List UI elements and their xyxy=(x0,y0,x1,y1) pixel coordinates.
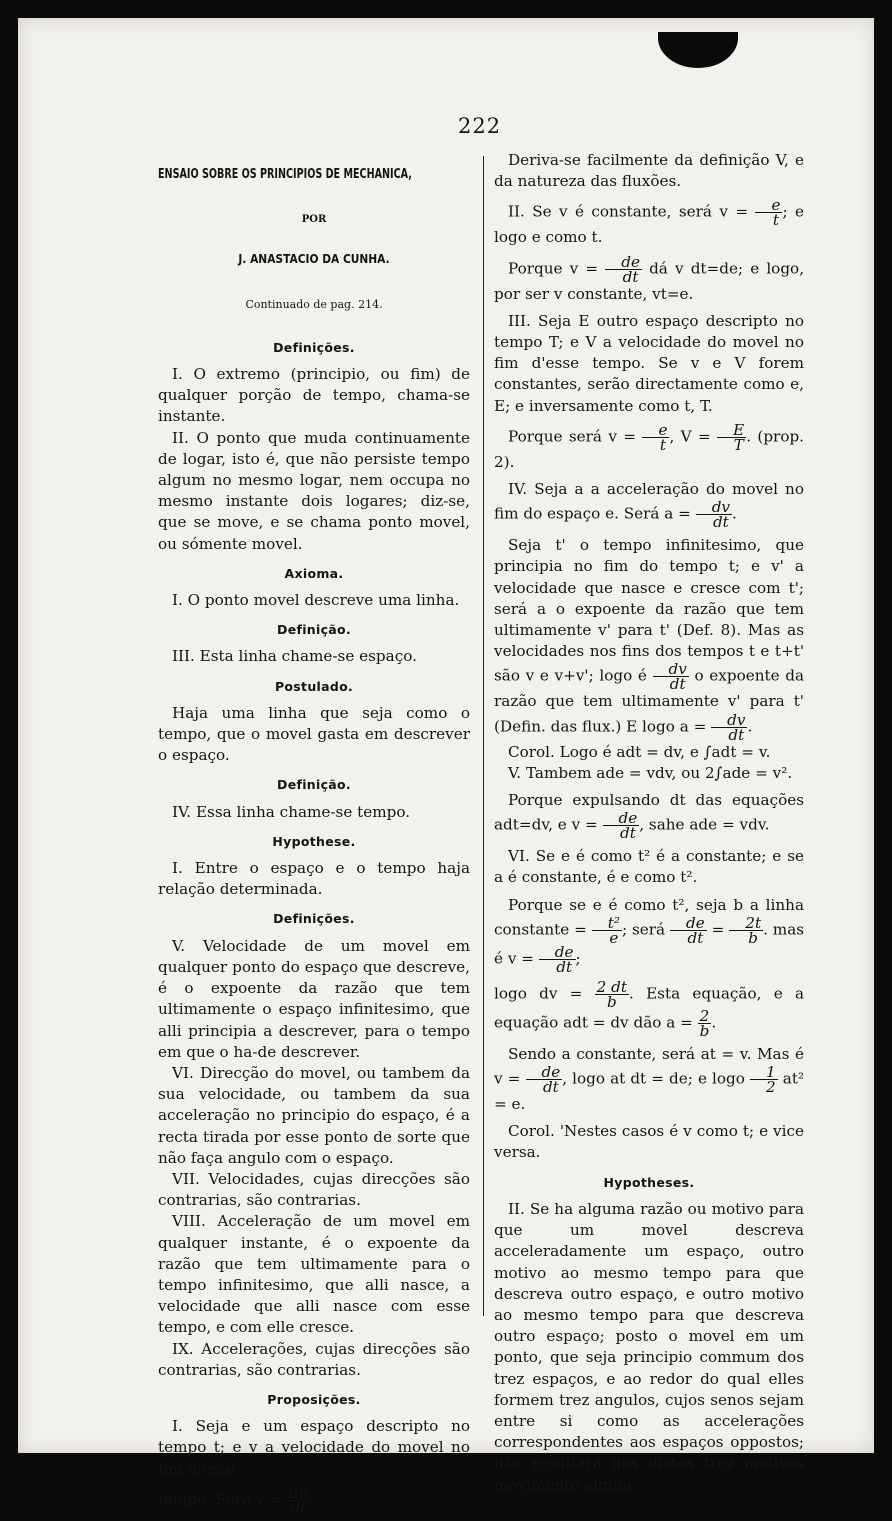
numerator: 2 dt xyxy=(596,977,627,996)
formula-text: . (prop. 2). xyxy=(494,427,805,471)
heading-definicao: Definição. xyxy=(277,622,351,638)
formula-line: IV. Seja a a acceleração do movel no fim do espaço e. Será a = $\frac{dv}{dt}$ . xyxy=(494,480,804,532)
paragraph: II. O ponto que muda continuamente de logar, isto é, que não persiste tempo algum no mesmo logar, nem occupa no mesmo instante dois logares; diz-se, que se move, e se chama ponto movel, ou sómente movel. xyxy=(158,428,470,553)
fraction xyxy=(605,252,642,286)
numerator: de xyxy=(670,916,707,931)
heading-definicoes: Definições. xyxy=(273,339,355,355)
heading-definicao: Definição. xyxy=(277,777,351,793)
paragraph: I. Seja e um espaço descripto no tempo t; e v a velocidade do movel no fim d'esse xyxy=(158,1417,470,1478)
document-page xyxy=(18,18,874,1517)
heading-definicoes: Definições. xyxy=(273,911,355,927)
numerator: e xyxy=(642,423,669,438)
article-title: ENSAIO SOBRE OS PRINCIPIOS DE MECHANICA, xyxy=(158,167,412,182)
numerator: dv xyxy=(696,500,732,515)
fraction xyxy=(755,196,782,230)
denominator: t xyxy=(772,211,780,230)
heading-hypotheses: Hypotheses. xyxy=(603,1174,695,1190)
paragraph: I. O ponto movel descreve uma linha. xyxy=(172,591,460,610)
formula-text: Seja t' o tempo infinitesimo, que principia no fim do tempo t; e v' a velocidade que nasce e cresce com t'; será a o expoente da razão que tem ultimamente v' para t' (Def. 8). Mas as velocidades nos fins dos tempos t e t+t' são v e v+v'; logo é xyxy=(494,536,804,685)
denominator: t xyxy=(659,435,666,454)
numerator: dv xyxy=(711,713,747,728)
paragraph: IX. Accelerações, cujas direcções são contrarias, são contrarias. xyxy=(158,1339,470,1379)
formula-text: IV. Seja a a acceleração do movel no fim do espaço e. Será a = xyxy=(494,480,804,523)
denominator: T xyxy=(733,435,744,454)
paragraph: Corol. Logo é adt = dv, e ∫adt = v. xyxy=(508,742,771,761)
paragraph: I. O extremo (principio, ou fim) de qualquer porção de tempo, chama-se instante. xyxy=(158,365,470,426)
right-column xyxy=(494,150,804,1496)
paragraph: III. Seja E outro espaço descripto no tempo T; e V a velocidade do movel no fim d'esse tempo. Se v e V forem constantes, serão directamente como e, E; e inversamente como t, T. xyxy=(494,311,804,415)
formula-text: , sahe ade = vdv. xyxy=(639,815,770,834)
formula-text: tempo. Será v = xyxy=(158,1490,283,1509)
paragraph: VI. Se e é como t² é a constante; e se a é constante, é e como t². xyxy=(494,847,804,887)
formula-text: . Esta equação, e a equação adt = dv dão a = xyxy=(494,984,804,1032)
formula-text: , logo at dt = de; e logo xyxy=(562,1069,745,1088)
heading-hypothese: Hypothese. xyxy=(272,833,356,849)
fraction xyxy=(595,977,629,1011)
fraction xyxy=(642,420,669,454)
formula-text: ; e logo e como t. xyxy=(494,202,804,247)
numerator: de xyxy=(526,1065,563,1080)
byline-por: POR xyxy=(301,214,327,226)
fraction xyxy=(592,913,622,947)
denominator: dt xyxy=(728,725,745,744)
formula-line xyxy=(494,252,805,305)
paragraph: Deriva-se facilmente da definição V, e da natureza das fluxões. xyxy=(494,151,804,191)
denominator: dt xyxy=(556,957,573,976)
fraction xyxy=(603,809,640,843)
denominator: b xyxy=(699,1021,710,1040)
numerator: e xyxy=(755,198,782,213)
denominator: dt xyxy=(290,1498,307,1517)
numerator: 1 xyxy=(750,1065,778,1080)
paragraph: II. Se ha alguma razão ou motivo para que um movel descreva acceleradamente um espaço, outro motivo ao mesmo tempo para que descreva outro espaço, e outro motivo ao mesmo tempo para que descreva outro espaço; posto o movel em um ponto, que seja principio commum dos trez espaços, e ao redor do qual elles formem trez angulos, cujos senos sejam entre si como as accelerações correspondentes aos espaços oppostos; não resultará dos dictos trez motivos movimento algum. xyxy=(494,1199,804,1494)
denominator: e xyxy=(609,928,619,947)
denominator: dt xyxy=(622,267,639,286)
formula-line: Porque se e é como t², seja b a linha constante = $\frac{\text{t²}}{e}$ ; será $\frac{de}{dt}$ = $\frac{2t}{b}$ . mas é v = $\frac{de}{dt}$ ; xyxy=(494,895,805,976)
author-name: J. ANASTACIO DA CUNHA. xyxy=(238,251,390,267)
paragraph: Haja uma linha que seja como o tempo, que o movel gasta em descrever o espaço. xyxy=(158,703,470,765)
fraction xyxy=(539,942,576,976)
formula-line xyxy=(494,1044,804,1115)
numerator: de xyxy=(603,811,640,826)
formula-text: ; xyxy=(575,949,581,968)
column-divider xyxy=(483,156,484,1316)
denominator: 2 xyxy=(766,1078,776,1097)
formula-text: at² = e. xyxy=(494,1069,805,1114)
formula-line xyxy=(494,420,805,473)
formula-text: Porque será v = xyxy=(508,427,637,446)
paragraph: IV. Essa linha chame-se tempo. xyxy=(172,802,411,821)
denominator: dt xyxy=(619,824,636,843)
paragraph: III. Esta linha chame-se espaço. xyxy=(172,647,417,666)
formula-text: dá v dt=de; e logo, por ser v constante, vt=e. xyxy=(494,259,805,303)
torn-corner xyxy=(658,32,738,68)
formula-text: Porque expulsando dt das equações adt=dv, e v = xyxy=(494,791,804,834)
formula-text: Porque v = xyxy=(508,259,599,278)
numerator: dv xyxy=(653,662,689,677)
paragraph: V. Velocidade de um movel em qualquer ponto do espaço que descreve, é o expoente da razão que tem ultimamente o espaço infinitesimo, que alli principia a descrever, para o tempo em que o ha-de descrever. xyxy=(158,936,470,1061)
denominator: dt xyxy=(542,1078,559,1097)
fraction xyxy=(711,710,747,744)
page-number: 222 xyxy=(458,114,502,138)
denominator: dt xyxy=(687,928,704,947)
numerator: 2t xyxy=(729,916,763,931)
fraction xyxy=(717,420,746,454)
denominator: b xyxy=(748,928,759,947)
formula-text: II. Se v é constante, será v = xyxy=(508,202,749,221)
denominator: b xyxy=(606,992,617,1011)
fraction xyxy=(287,1483,310,1517)
fraction xyxy=(696,498,732,532)
formula-line: logo dv = $\frac{2 dt}{b}$ . Esta equação, e a equação adt = dv dão a = $\frac{2}{b}$ . xyxy=(494,977,804,1040)
formula-text: , V = xyxy=(669,427,711,446)
paragraph: V. Tambem ade = vdv, ou 2∫ade = v². xyxy=(508,763,793,782)
numerator: E xyxy=(717,423,746,438)
fraction xyxy=(729,913,763,947)
formula-line xyxy=(494,198,804,248)
fraction xyxy=(526,1063,563,1097)
heading-proposicoes: Proposições. xyxy=(267,1391,361,1407)
fraction xyxy=(750,1063,778,1097)
fraction xyxy=(670,913,707,947)
numerator: de xyxy=(289,1483,308,1502)
heading-postulado: Postulado. xyxy=(274,678,354,694)
denominator: dt xyxy=(669,675,686,694)
continued-note: Continuado de pag. 214. xyxy=(245,297,383,311)
formula-text: o expoente da razão que tem ultimamente v' para t' (Defin. das flux.) E logo a = xyxy=(494,666,805,736)
formula-text: logo dv = xyxy=(494,984,583,1003)
formula-paragraph: Seja t' o tempo infinitesimo, que principia no fim do tempo t; e v' a velocidade que nasce e cresce com t'; será a o expoente da razão que tem ultimamente v' para t' (Def. 8). Mas as velocidades nos fins dos tempos t e t+t' são v e v+v'; logo é $\frac{dv}{dt}$ o expoente da razão que tem ultimamente v' para t' (Defin. das flux.) E logo a = $\frac{dv}{dt}$ . xyxy=(494,536,805,744)
formula-text: ; será xyxy=(622,920,666,939)
numerator: de xyxy=(605,255,642,270)
denominator: dt xyxy=(712,513,729,532)
paragraph: Corol. 'Nestes casos é v como t; e vice versa. xyxy=(494,1122,804,1162)
paragraph: I. Entre o espaço e o tempo haja relação determinada. xyxy=(158,859,470,899)
fraction xyxy=(698,1006,712,1040)
formula-line xyxy=(494,790,804,843)
paragraph: VIII. Acceleração de um movel em qualquer instante, é o expoente da razão que tem ultimamente para o tempo infinitesimo, que alli nasce, a velocidade que alli nasce com esse tempo, e com elle cresce. xyxy=(158,1212,470,1337)
fraction xyxy=(653,660,689,694)
paragraph: VI. Direcção do movel, ou tambem da sua velocidade, ou tambem da sua acceleração no principio do espaço, é a recta tirada por esse ponto de sorte que não faça angulo com o espaço. xyxy=(158,1063,470,1167)
numerator: t² xyxy=(592,916,622,931)
heading-axioma: Axioma. xyxy=(284,565,344,581)
formula-text: Sendo a constante, será at = v. Mas é v = xyxy=(494,1044,804,1088)
left-column xyxy=(158,158,470,1521)
formula-text: Porque se e é como t², seja b a linha constante = xyxy=(494,895,804,939)
formula-text: . mas é v = xyxy=(494,920,805,968)
numerator: de xyxy=(539,945,576,960)
formula-line: tempo. Será v = $\frac{de}{dt}$ . xyxy=(158,1483,315,1517)
paragraph: VII. Velocidades, cujas direcções são contrarias, são contrarias. xyxy=(158,1169,470,1210)
numerator: 2 xyxy=(699,1006,710,1025)
